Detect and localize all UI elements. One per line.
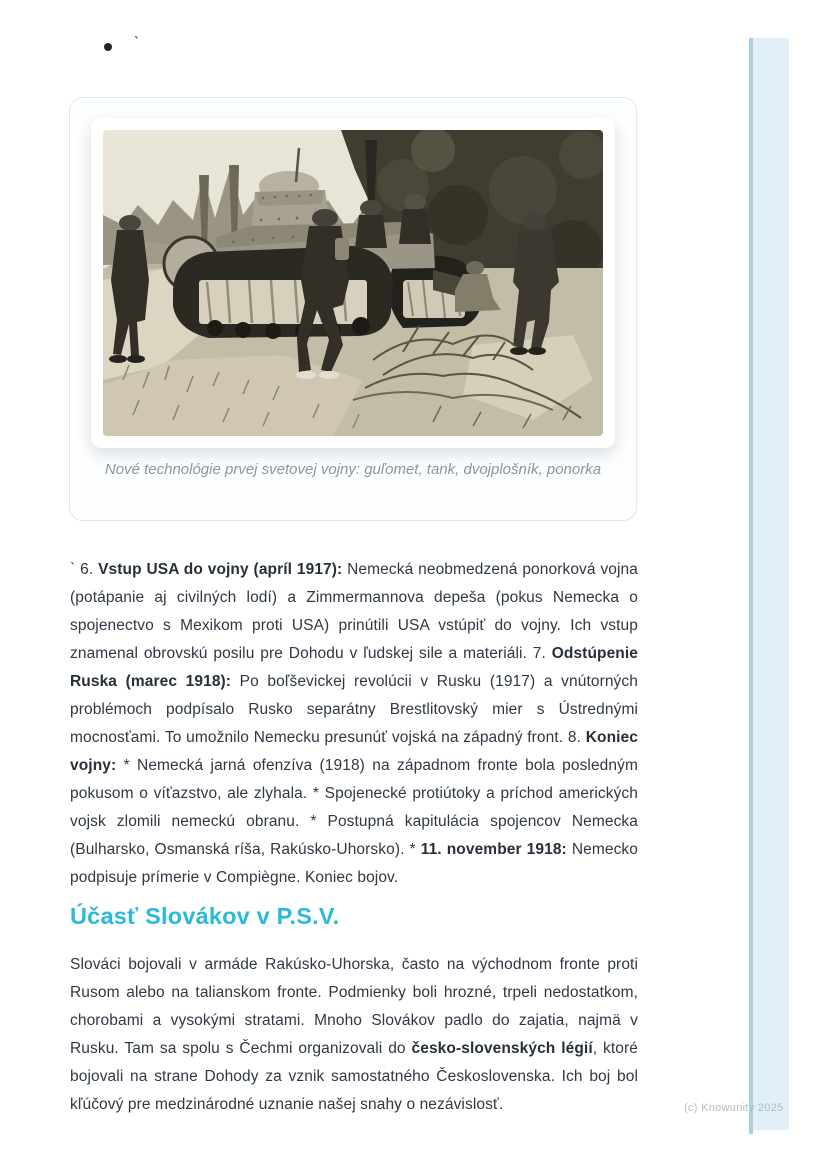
photo-frame (91, 118, 615, 448)
right-scrollbar[interactable] (749, 38, 789, 1134)
list-bullet-row (104, 34, 139, 54)
ww1-tank-photo (103, 130, 603, 436)
copyright-note: (c) Knowunity 2025 (684, 1102, 784, 1114)
figure-caption: Nové technológie prvej svetovej vojny: guľomet, tank, dvojplošník, ponorka (104, 461, 602, 478)
section-heading: Účasť Slovákov v P.S.V. (70, 903, 340, 929)
paragraph-slovak-participation: Slováci bojovali v armáde Rakúsko-Uhorska, často na východnom fronte proti Rusom alebo na talianskom fronte. Podmienky boli hrozné, trpeli nedostatkom, chorobami a vysokými stratami. Mnoho Slovákov padlo do zajatia, najmä v Rusku. Tam sa spolu s Čechmi organizovali do česko-slovenských légií, ktoré bojovali na strane Dohody za vznik samostatného Československa. Ich boj bol kľúčový pre medzinárodné uznanie našej snahy o nezávislosť. (70, 956, 638, 1113)
paragraph-ww1-events: ` 6. Vstup USA do vojny (apríl 1917): Nemecká neobmedzená ponorková vojna (potápanie aj civilných lodí) a Zimmermannova depeša (pokus Nemecka o spojenectvo s Mexikom proti USA) prinútili USA vstúpiť do vojny. Ich vstup znamenal obrovskú posilu pre Dohodu v ľudskej sile a materiáli. 7. Odstúpenie Ruska (marec 1918): Po boľševickej revolúcii v Rusku (1917) a vnútorných problémoch podpísalo Rusko separátny Brestlitovský mier s Ústrednými mocnosťami. To umožnilo Nemecku presunúť vojská na západný front. 8. Koniec vojny: * Nemecká jarná ofenzíva (1918) na západnom fronte bola posledným pokusom o víťazstvo, ale zlyhala. * Spojenecké protiútoky a príchod amerických vojsk zlomili nemeckú obranu. * Postupná kapitulácia spojencov Nemecka (Bulharsko, Osmanská ríša, Rakúsko-Uhorsko). * 11. november 1918: Nemecko podpisuje prímerie v Compiègne. Koniec bojov. (70, 561, 639, 886)
figure-card (69, 97, 637, 521)
scrollbar-track[interactable] (753, 38, 789, 1130)
backtick-mark: ` (134, 34, 139, 51)
bullet-icon (104, 43, 112, 51)
